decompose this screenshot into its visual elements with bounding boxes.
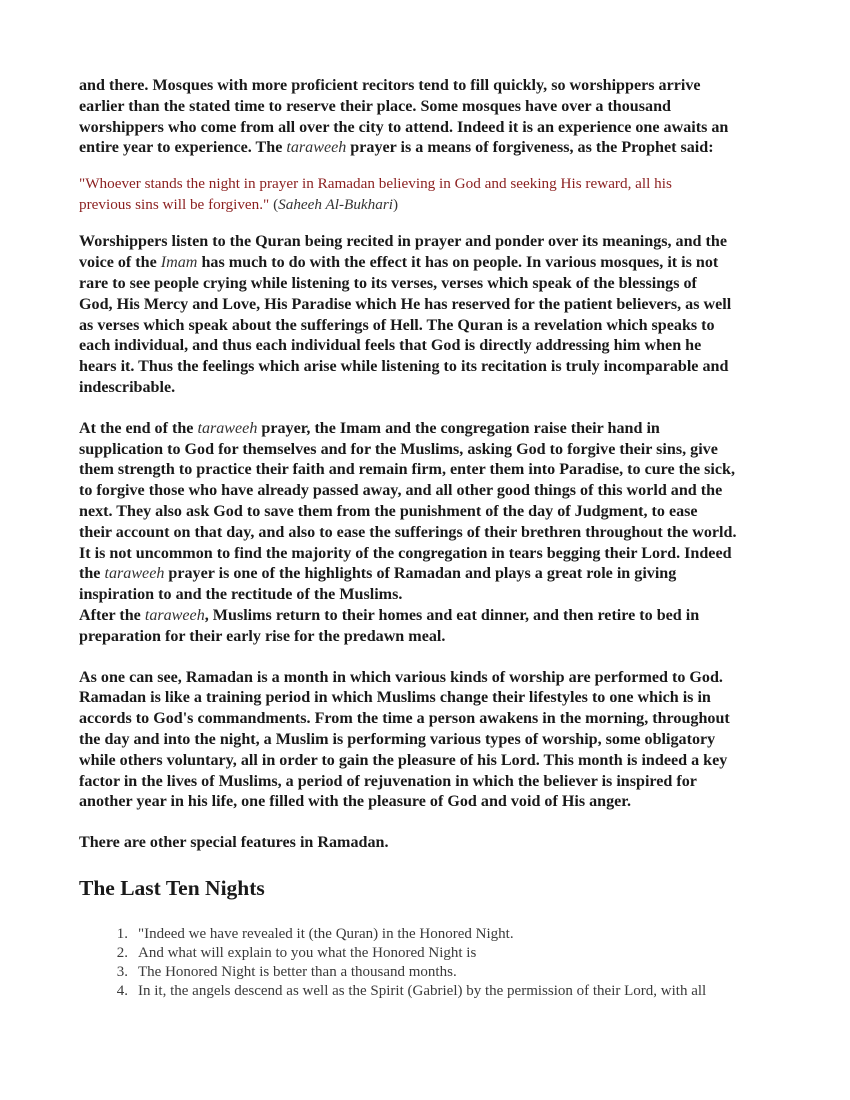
- text-line: As one can see, Ramadan is a month in which various kinds of worship are performed to God.: [79, 668, 723, 686]
- text-line: while others voluntary, all in order to gain the pleasure of his Lord. This month is indeed a key: [79, 751, 728, 769]
- text-line: God, His Mercy and Love, His Paradise which He has reserved for the patient believers, as well: [79, 295, 732, 313]
- text-line: indescribable.: [79, 378, 176, 396]
- text-line: them strength to practice their faith and remain firm, enter them into Paradise, to cure the sick,: [79, 461, 736, 479]
- text-line: worshippers who come from all over the city to attend. Indeed it is an experience one awaits an: [79, 118, 729, 136]
- text-line: to forgive those who have already passed away, and all other good things of this world and the: [79, 482, 723, 500]
- text-line: each individual, and thus each individual feels that God is directly addressing him when he: [79, 337, 702, 355]
- paragraph-mosques: [79, 76, 773, 159]
- text-line: the day and into the night, a Muslim is performing various types of worship, some obligatory: [79, 730, 716, 748]
- text-line: Ramadan is like a training period in which Muslims change their lifestyles to one which is in: [79, 689, 711, 707]
- text-line: supplication to God for themselves and for the Muslims, asking God to forgive their sins, give: [79, 440, 718, 458]
- paragraph-ramadan-worship: [79, 668, 773, 814]
- term-taraweeh: taraweeh: [286, 139, 347, 157]
- quote-citation: Saheeh Al-Bukhari: [278, 195, 393, 213]
- text-line: another year in his life, one filled with the pleasure of God and void of His anger.: [79, 793, 631, 811]
- text-line: hears it. Thus the feelings which arise while listening to its recitation is truly incomparable and: [79, 358, 729, 376]
- paragraph-worshippers: [79, 232, 773, 398]
- list-item: 3. The Honored Night is better than a thousand months.: [116, 964, 457, 981]
- text-line: the taraweeh prayer is one of the highlights of Ramadan and plays a great role in giving: [79, 565, 677, 583]
- text-line: At the end of the taraweeh prayer, the Imam and the congregation raise their hand in: [79, 419, 660, 437]
- term-taraweeh: taraweeh: [104, 565, 165, 583]
- text-line: entire year to experience. The taraweeh prayer is a means of forgiveness, as the Prophet said:: [79, 139, 714, 157]
- text-line: After the taraweeh, Muslims return to their homes and eat dinner, and then retire to bed in: [79, 606, 700, 624]
- term-imam: Imam: [160, 254, 198, 272]
- document-page: [79, 76, 773, 1002]
- quote-line: previous sins will be forgiven." (Saheeh Al-Bukhari): [79, 195, 399, 213]
- list-item: 1. "Indeed we have revealed it (the Quran) in the Honored Night.: [116, 925, 514, 942]
- section-heading: The Last Ten Nights: [79, 875, 265, 900]
- text-line: It is not uncommon to find the majority of the congregation in tears begging their Lord. Indeed: [79, 544, 732, 562]
- text-line: accords to God's commandments. From the time a person awakens in the morning, throughout: [79, 710, 730, 728]
- term-taraweeh: taraweeh: [197, 419, 258, 437]
- verse-list: [79, 925, 773, 1002]
- paragraph-special-features: [79, 833, 773, 854]
- term-taraweeh: taraweeh: [144, 606, 205, 624]
- quote-line: "Whoever stands the night in prayer in Ramadan believing in God and seeking His reward, all his: [79, 175, 672, 193]
- text-line: Worshippers listen to the Quran being recited in prayer and ponder over its meanings, and the: [79, 233, 727, 251]
- text-line: inspiration to and the rectitude of the Muslims.: [79, 586, 403, 604]
- text-line: voice of the Imam has much to do with the effect it has on people. In various mosques, it is not: [79, 254, 719, 272]
- text-line: as verses which speak about the sufferings of Hell. The Quran is a revelation which speaks to: [79, 316, 715, 334]
- text-line: their account on that day, and also to ease the sufferings of their brethren throughout the world.: [79, 523, 737, 541]
- text-line: There are other special features in Ramadan.: [79, 834, 389, 852]
- list-item: 2. And what will explain to you what the Honored Night is: [116, 945, 477, 962]
- hadith-quote: [79, 174, 773, 215]
- text-line: preparation for their early rise for the predawn meal.: [79, 627, 446, 645]
- text-line: earlier than the stated time to reserve their place. Some mosques have over a thousand: [79, 97, 671, 115]
- text-line: rare to see people crying while listening to its verses, verses which speak of the blessings of: [79, 274, 697, 292]
- text-line: next. They also ask God to save them from the punishment of the day of Judgment, to ease: [79, 502, 698, 520]
- text-line: factor in the lives of Muslims, a period of rejuvenation in which the believer is inspired for: [79, 772, 697, 790]
- paragraph-supplication: [79, 419, 773, 648]
- text-line: and there. Mosques with more proficient recitors tend to fill quickly, so worshippers arrive: [79, 77, 701, 94]
- list-item: 4. In it, the angels descend as well as the Spirit (Gabriel) by the permission of their Lord, with all: [116, 983, 707, 1000]
